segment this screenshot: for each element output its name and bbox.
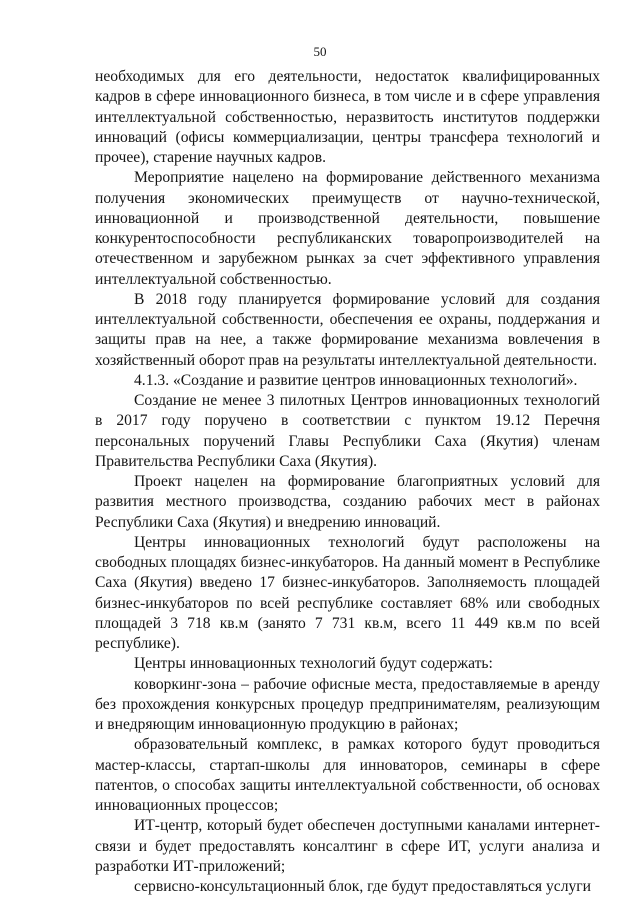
paragraph-project-goal: Проект нацелен на формирование благоприятных условий для развития местного производства, созданию рабочих мест в районах Республики Саха (Якутия) и внедрению инноваций. [95,473,600,531]
section-heading: 4.1.3. «Создание и развитие центров инновационных технологий». [134,371,578,389]
paragraph-pilot-centers: Создание не менее 3 пилотных Центров инновационных технологий в 2017 году поручено в соответствии с пунктом 19.12 Перечня персональных поручений Главы Республики Саха (Якутия) членам Правительства Республики Саха (Якутия). [95,392,600,470]
paragraph-measure-description: Мероприятие нацелено на формирование действенного механизма получения экономических преимуществ от научно-технической, инновационной и производственной деятельности, повышение конкурентоспособности республиканских товаропроизводителей на отечественном и зарубежном рынках за счет эффективного управления интеллектуальной собственностью. [95,169,600,288]
paragraph-business-incubators: Центры инновационных технологий будут расположены на свободных площадях бизнес-инкубаторов. На данный момент в Республике Саха (Якутия) введено 17 бизнес-инкубаторов. Заполняемость площадей бизнес-инкубаторов по всей республике составляет 68% или свободных площадей 3 718 кв.м (занято 7 731 кв.м, всего 11 449 кв.м по всей республике). [95,533,600,652]
paragraph-2018-plan: В 2018 году планируется формирование условий для создания интеллектуальной собственности, обеспечения ее охраны, поддержания и защиты прав на нее, а также формирование механизма вовлечения в хозяйственный оборот прав на результаты интеллектуальной деятельности. [95,290,600,369]
paragraph-centers-contain: Центры инновационных технологий будут содержать: [134,655,493,673]
paragraph-continuation: необходимых для его деятельности, недостаток квалифицированных кадров в сфере инновационного бизнеса, в том числе и в сфере управления интеллектуальной собственностью, неразвитость институтов поддержки инноваций (офисы коммерциализации, центры трансфера технологий и прочее), старение научных кадров. [95,68,600,166]
list-item-coworking: коворкинг-зона – рабочие офисные места, предоставляемые в аренду без прохождения конкурсных процедур предпринимателям, реализующим и внедряющим инновационную продукцию в районах; [95,675,600,733]
page-number: 50 [313,44,327,59]
body-text [95,67,600,897]
list-item-service-block: сервисно-консультационный блок, где будут предоставляться услуги [134,878,592,895]
list-item-it-center: ИТ-центр, который будет обеспечен доступными каналами интернет-связи и будет предоставлять консалтинг в сфере ИТ, услуги анализа и разработки ИТ-приложений; [95,817,600,875]
list-item-education: образовательный комплекс, в рамках которого будут проводиться мастер-классы, стартап-школы для инноваторов, семинары в сфере патентов, о способах защиты интеллектуальной собственности, об основах инновационных процессов; [95,736,600,814]
